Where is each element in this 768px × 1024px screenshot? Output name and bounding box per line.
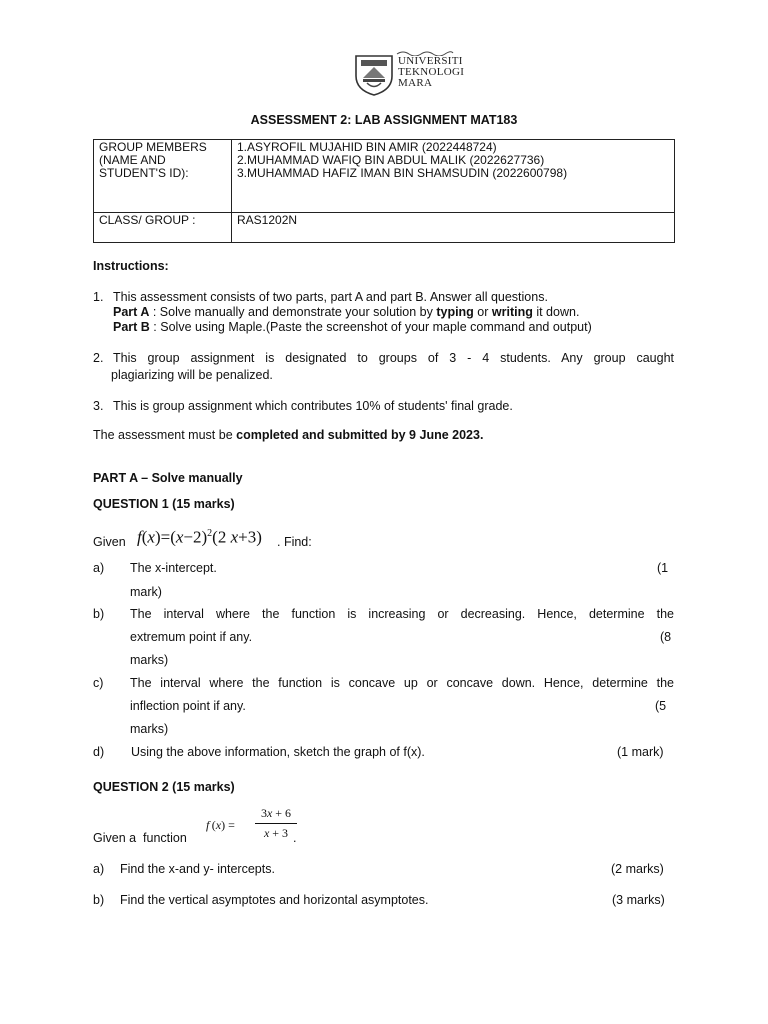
- group-info-table: [93, 139, 675, 243]
- instruction-2-number: 2.: [93, 351, 104, 365]
- q1-b-line-1: The interval where the function is increasing or decreasing. Hence, determine the: [130, 607, 674, 621]
- part-a-heading: PART A – Solve manually: [93, 471, 243, 485]
- part-b-text: : Solve using Maple.(Paste the screenshot of your maple command and output): [149, 320, 592, 334]
- part-a-text: : Solve manually and demonstrate your solution by: [149, 305, 437, 319]
- q1-c-line-1: The interval where the function is concave up or concave down. Hence, determine the: [130, 676, 674, 690]
- part-a-or: or: [473, 305, 492, 319]
- document-page: UNIVERSITI TEKNOLOGI MARA ASSESSMENT 2: LAB ASSIGNMENT MAT183 GROUP MEMBERS (NAME AND STUDENT'S ID): 1.ASYROFIL MUJAHID BIN AMIR (2022448724) 2.MUHAMMAD WAFIQ BIN ABDUL MALIK (2022627736) 3.MUHAMMAD HAFIZ IMAN BIN SHAMSUDIN (2022600798) CLASS/ GROUP : RAS1202N Instructions: 1. This assessment consists of two parts, part A and part B. Answer all questions. Part A : Solve manually and demonstrate your solution by typing or writing it down. Part B : Solve using Maple.(Paste the screenshot of your maple command and output) 2. This group assignment is designated to groups of 3 - 4 students. Any group caught plagiarizing will be penalized. 3. This is group assignment which contributes 10% of students' final grade. The assessment must be completed and submitted by 9 June 2023. PART A – Solve manually QUESTION 1 (15 marks) Given $f(x)=(x-2)^2(2$ x+3) . Find: a) The x-intercept. (1 mark) b) The interval where the function is increasing or decreasing. Hence, determine the extremum point if any. (8 marks) c) The interval where the function is concave up or concave down. Hence, determine the inflection point if any. (5 marks) d) Using the above information, sketch the graph of f(x). (1 mark) QUESTION 2 (15 marks) Given a function f (x) = 3x + 6 x + 3 . a) Find the x-and y- intercepts. (2 marks) b) Find the vertical asymptotes and horizontal asymptotes. (3 marks): [0, 0, 768, 1024]
- part-a-writing: writing: [491, 305, 533, 319]
- instructions-heading: Instructions:: [93, 259, 169, 273]
- q1-a-text: The x-intercept.: [130, 561, 217, 575]
- instruction-part-a: [113, 305, 579, 320]
- q2-period: .: [293, 831, 297, 845]
- q1-d-label: d): [93, 745, 105, 759]
- instruction-2-line-1: This group assignment is designated to groups of 3 - 4 students. Any group caught: [113, 351, 674, 365]
- q1-a-marks-1: (1: [657, 561, 669, 575]
- members-label-line-1: GROUP MEMBERS: [99, 140, 207, 154]
- part-b-label: Part B: [113, 320, 150, 334]
- q1-find: . Find:: [277, 535, 312, 549]
- q2-given: Given a function: [93, 831, 187, 845]
- deadline-prefix: The assessment must be: [93, 428, 237, 442]
- class-label-cell: CLASS/ GROUP :: [94, 213, 232, 243]
- member-2: 2.MUHAMMAD WAFIQ BIN ABDUL MALIK (2022627736): [237, 153, 545, 167]
- class-row: [94, 213, 675, 243]
- q2-b-text: Find the vertical asymptotes and horizontal asymptotes.: [120, 893, 429, 907]
- instruction-3-number: 3.: [93, 399, 104, 413]
- members-label-cell: [94, 140, 232, 213]
- part-a-typing: typing: [436, 305, 474, 319]
- q2-a-text: Find the x-and y- intercepts.: [120, 862, 275, 876]
- q1-d-text: Using the above information, sketch the graph of f(x).: [131, 745, 425, 759]
- q1-given: Given: [93, 535, 126, 549]
- q1-c-label: c): [93, 676, 104, 690]
- member-3: 3.MUHAMMAD HAFIZ IMAN BIN SHAMSUDIN (2022600798): [237, 166, 568, 180]
- q2-a-label: a): [93, 862, 105, 876]
- q1-function-equation: $f(x)=(x-2)^2(2$ x+3): [137, 527, 262, 547]
- university-logo: [353, 50, 465, 98]
- q1-a-marks-2: mark): [130, 585, 162, 599]
- members-value-cell: [232, 140, 675, 213]
- q2-b-marks: (3 marks): [612, 893, 665, 907]
- q2-a-marks: (2 marks): [611, 862, 664, 876]
- document-title: ASSESSMENT 2: LAB ASSIGNMENT MAT183: [250, 113, 518, 127]
- logo-line-1: UNIVERSITI: [398, 55, 463, 67]
- q2-b-label: b): [93, 893, 105, 907]
- instruction-1-text: This assessment consists of two parts, part A and part B. Answer all questions.: [113, 290, 548, 304]
- q1-c-line-2: inflection point if any.: [130, 699, 246, 713]
- instruction-2-line-2: plagiarizing will be penalized.: [111, 368, 273, 382]
- q1-b-label: b): [93, 607, 105, 621]
- members-label-line-3: STUDENT'S ID):: [99, 166, 189, 180]
- q1-b-line-2: extremum point if any.: [130, 630, 253, 644]
- logo-wordmark: [398, 56, 464, 89]
- q1-d-marks: (1 mark): [617, 745, 664, 759]
- members-label-line-2: (NAME AND: [99, 153, 166, 167]
- part-a-text-end: it down.: [532, 305, 580, 319]
- q1-a-label: a): [93, 561, 105, 575]
- member-1: 1.ASYROFIL MUJAHID BIN AMIR (2022448724): [237, 140, 497, 154]
- class-value-cell: RAS1202N: [232, 213, 675, 243]
- instruction-3-text: This is group assignment which contributes 10% of students' final grade.: [113, 399, 513, 413]
- q1-b-marks-2: marks): [130, 653, 169, 667]
- q1-c-marks-2: marks): [130, 722, 169, 736]
- members-row: [94, 140, 675, 213]
- logo-line-2: TEKNOLOGI: [398, 66, 465, 78]
- q1-c-marks-1: (5: [655, 699, 667, 713]
- question-2-heading: QUESTION 2 (15 marks): [93, 780, 235, 794]
- logo-line-3: MARA: [398, 77, 433, 89]
- q1-b-marks-1: (8: [660, 630, 672, 644]
- deadline-date: completed and submitted by 9 June 2023.: [236, 428, 484, 442]
- university-shield-icon: [353, 52, 395, 96]
- deadline-statement: [93, 428, 483, 443]
- question-1-heading: QUESTION 1 (15 marks): [93, 497, 235, 511]
- part-a-label: Part A: [113, 305, 150, 319]
- instruction-part-b: [113, 320, 592, 335]
- instruction-1-number: 1.: [93, 290, 104, 304]
